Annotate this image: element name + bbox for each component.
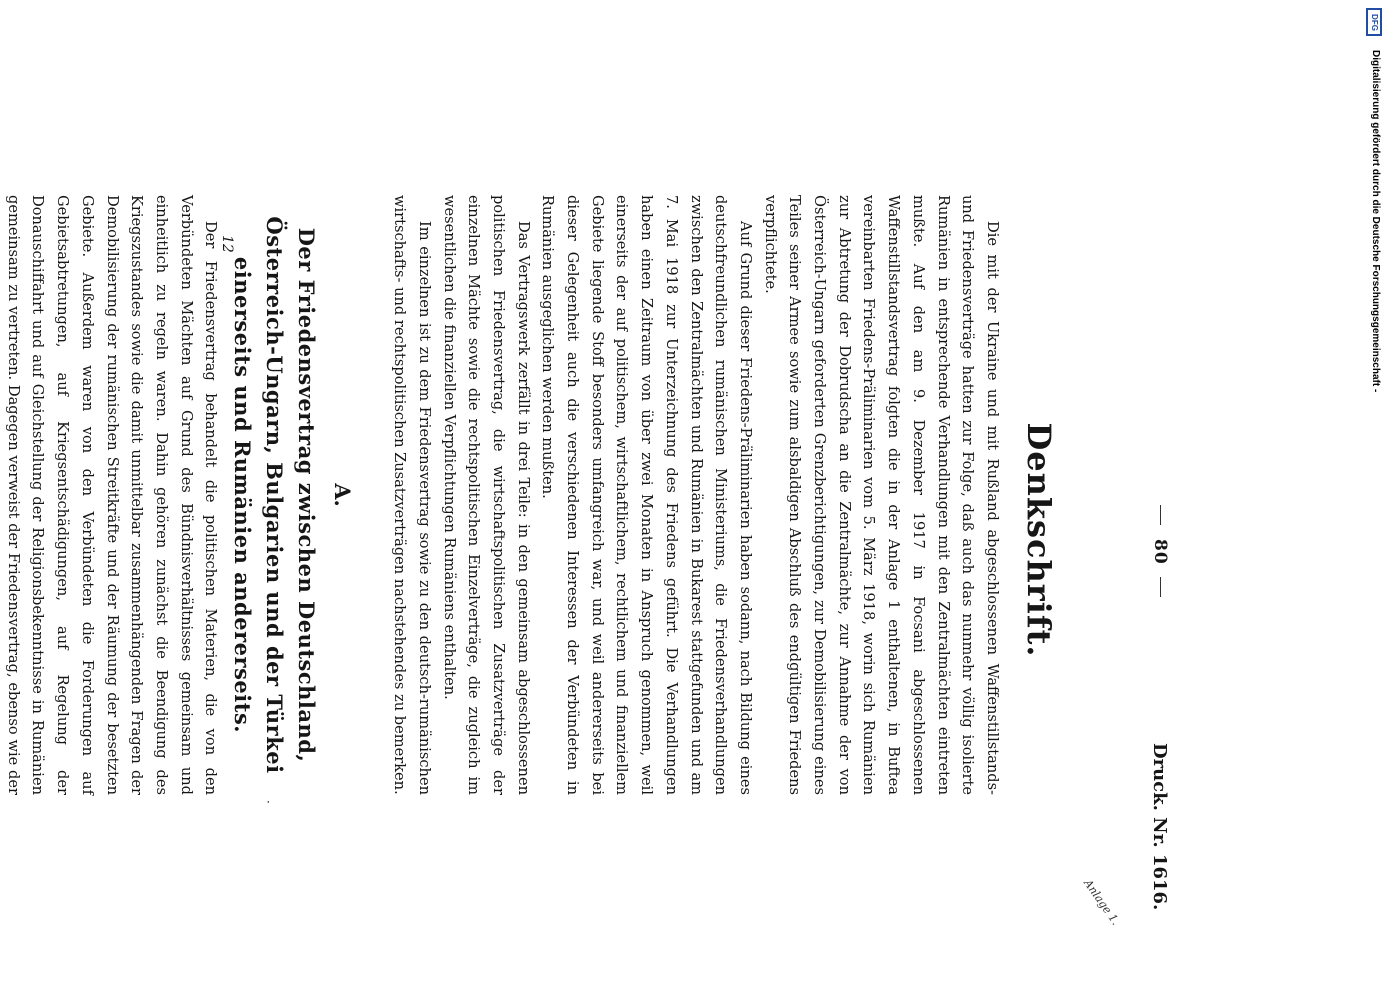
paragraph-2: Auf Grund dieser Friedens-Präliminarien haben sodann, nach Bildung eines deutschfreundlichen rumänischen Ministeriums, die Friedensverhandlungen zwischen den Zentralmächten und Rumänien in Bukarest stattgefunden und am 7. Mai 1918 zur Unterzeichnung des Friedens geführt. Die Verhandlungen haben einen Zeitraum von über zwei Monaten in Anspruch genommen, weil einerseits der auf politischem, wirtschaftlichem, rechtlichem und finanziellem Gebiete liegende Stoff besonders umfangreich war, und weil andererseits bei dieser Gelegenheit auch die verschiedenen Interessen der Verbündeten in Rumänien ausgeglichen werden mußten. <box>539 195 754 795</box>
margin-note: Anlage 1. <box>1081 877 1123 928</box>
dfg-logo <box>1366 8 1382 36</box>
credit-text: Digitalisierung gefördert durch die Deutsche Forschungsgemeinschaft - <box>1370 50 1381 393</box>
document-title: Denkschrift. <box>1020 422 1058 658</box>
printer-signature: 12 <box>219 235 235 253</box>
druck-number: Druck. Nr. 1616. <box>1149 743 1170 911</box>
paragraph-4: Im einzelnen ist zu dem Friedensvertrag sowie zu den deutsch-rumänischen wirtschafts- und rechtspolitischen Zusatzverträgen nachstehendes zu bemerken. <box>391 195 433 795</box>
header-dash-right <box>1160 577 1161 597</box>
document-page <box>4 195 1280 928</box>
digitization-credit <box>1361 0 1383 1000</box>
page-header <box>1140 195 1170 911</box>
section-title: Der Friedensvertrag zwischen Deutschland, Österreich-Ungarn, Bulgarien und der Türkei einerseits und Rumänien andererseits. <box>230 216 320 774</box>
footer-mark: · <box>261 800 275 804</box>
section-letter: A. <box>330 483 356 507</box>
dfg-logo-text: DFG <box>1369 13 1379 31</box>
header-dash-left <box>1160 505 1161 525</box>
paragraph-1: Die mit der Ukraine und mit Rußland abgeschlossenen Waffenstillstands- und Friedensverträge hatten zur Folge, daß auch das nunmehr völlig isolierte Rumänien in entsprechende Verhandlungen mit den Zentralmächten eintreten mußte. Auf den am 9. Dezember 1917 in Focsani abgeschlossenen Waffenstillstandsvertrag folgten die in der Anlage 1 enthaltenen, in Buftea vereinbarten Friedens-Präliminarien vom 5. März 1918, worin sich Rumänien zur Abtretung der Dobrudscha an die Zentralmächte, zur Annahme der von Österreich-Ungarn geforderten Grenzberichtigungen, zur Demobilisierung eines Teiles seiner Armee sowie zum alsbaldigen Abschluß des endgültigen Friedens verpflichtete. <box>761 195 1001 795</box>
section-paragraph: Der Friedensvertrag behandelt die politischen Materien, die von den Verbündeten Mächten auf Grund des Bündnisverhältnisses gemeinsam und einheitlich zu regeln waren. Dahin gehören zunächst die Beendigung des Kriegszustandes sowie die damit unmittelbar zusammenhängenden Fragen der Demobilisierung der rumänischen Streitkräfte und der Räumung der besetzten Gebiete. Außerdem waren von den Verbündeten die Forderungen auf Gebietsabtretungen, auf Kriegsentschädigungen, auf Regelung der Donauschiffahrt und auf Gleichstellung der Religionsbekenntnisse in Rumänien gemeinsam zu vertreten. Dagegen verweist der Friedensvertrag, ebenso wie der <box>4 195 220 795</box>
body-text <box>0 195 1004 795</box>
paragraph-3: Das Vertragswerk zerfällt in drei Teile: in den gemeinsam abgeschlossenen politischen Friedensvertrag, die wirtschaftspolitischen Zusatzverträge der einzelnen Mächte sowie die rechtspolitischen Einzelverträge, die zugleich im wesentlichen die finanziellen Verpflichtungen Rumäniens enthalten. <box>440 195 532 795</box>
page-number: 80 <box>1150 539 1170 565</box>
